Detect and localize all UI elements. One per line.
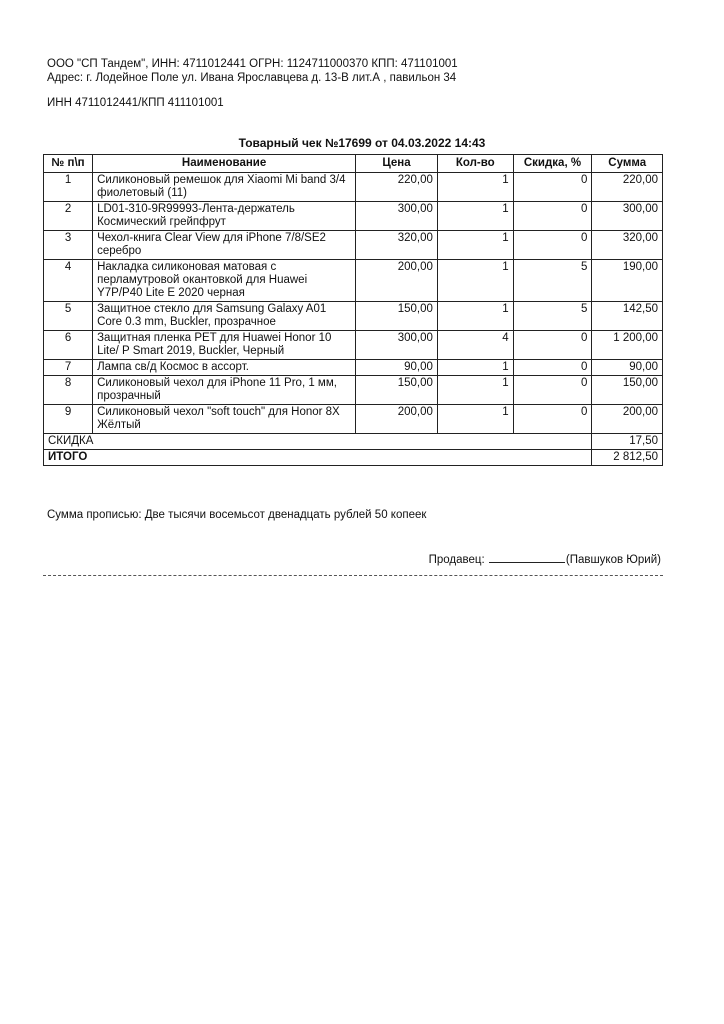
- col-header-qty: Кол-во: [437, 155, 513, 173]
- row-qty: 1: [437, 360, 513, 376]
- row-price: 150,00: [356, 302, 438, 331]
- row-qty: 4: [437, 331, 513, 360]
- col-header-no: № п\п: [44, 155, 93, 173]
- row-price: 320,00: [356, 231, 438, 260]
- row-discount: 5: [513, 260, 592, 302]
- table-row: [44, 405, 663, 434]
- row-number: 6: [44, 331, 93, 360]
- row-qty: 1: [437, 376, 513, 405]
- row-price: 200,00: [356, 260, 438, 302]
- row-price: 90,00: [356, 360, 438, 376]
- table-row: [44, 260, 663, 302]
- col-header-discount: Скидка, %: [513, 155, 592, 173]
- row-number: 5: [44, 302, 93, 331]
- row-number: 8: [44, 376, 93, 405]
- row-discount: 5: [513, 302, 592, 331]
- row-number: 4: [44, 260, 93, 302]
- row-qty: 1: [437, 260, 513, 302]
- row-name: Защитная пленка PET для Huawei Honor 10 Lite/ P Smart 2019, Buckler, Черный: [93, 331, 356, 360]
- row-sum: 300,00: [592, 202, 663, 231]
- row-sum: 1 200,00: [592, 331, 663, 360]
- row-sum: 200,00: [592, 405, 663, 434]
- seller-signature: [429, 550, 661, 566]
- col-header-price: Цена: [356, 155, 438, 173]
- table-row: [44, 202, 663, 231]
- row-qty: 1: [437, 231, 513, 260]
- table-row: [44, 173, 663, 202]
- row-name: Чехол-книга Clear View для iPhone 7/8/SE2 серебро: [93, 231, 356, 260]
- row-price: 300,00: [356, 202, 438, 231]
- row-name: Защитное стекло для Samsung Galaxy A01 Core 0.3 mm, Buckler, прозрачное: [93, 302, 356, 331]
- row-sum: 142,50: [592, 302, 663, 331]
- row-number: 9: [44, 405, 93, 434]
- row-name: Силиконовый ремешок для Xiaomi Mi band 3/4 фиолетовый (11): [93, 173, 356, 202]
- discount-value: 17,50: [592, 434, 663, 450]
- row-name: LD01-310-9R99993-Лента-держатель Космический грейпфрут: [93, 202, 356, 231]
- row-discount: 0: [513, 376, 592, 405]
- row-sum: 150,00: [592, 376, 663, 405]
- table-row: [44, 376, 663, 405]
- row-discount: 0: [513, 202, 592, 231]
- row-price: 220,00: [356, 173, 438, 202]
- row-sum: 320,00: [592, 231, 663, 260]
- row-discount: 0: [513, 231, 592, 260]
- row-number: 2: [44, 202, 93, 231]
- total-row: [44, 450, 663, 466]
- row-price: 150,00: [356, 376, 438, 405]
- table-row: [44, 360, 663, 376]
- discount-label: СКИДКА: [44, 434, 592, 450]
- row-discount: 0: [513, 405, 592, 434]
- row-qty: 1: [437, 405, 513, 434]
- cut-line: [43, 575, 663, 576]
- discount-row: [44, 434, 663, 450]
- total-value: 2 812,50: [592, 450, 663, 466]
- row-qty: 1: [437, 202, 513, 231]
- row-sum: 190,00: [592, 260, 663, 302]
- row-name: Силиконовый чехол "soft touch" для Honor 8X Жёлтый: [93, 405, 356, 434]
- row-discount: 0: [513, 173, 592, 202]
- table-header-row: [44, 155, 663, 173]
- col-header-sum: Сумма: [592, 155, 663, 173]
- amount-in-words: Сумма прописью: Две тысячи восемьсот двенадцать рублей 50 копеек: [47, 509, 427, 521]
- items-table: [43, 154, 663, 466]
- col-header-name: Наименование: [93, 155, 356, 173]
- row-price: 300,00: [356, 331, 438, 360]
- row-number: 3: [44, 231, 93, 260]
- row-name: Силиконовый чехол для iPhone 11 Pro, 1 мм, прозрачный: [93, 376, 356, 405]
- row-name: Накладка силиконовая матовая с перламутровой окантовкой для Huawei Y7P/P40 Lite E 2020 черная: [93, 260, 356, 302]
- company-line: ООО "СП Тандем", ИНН: 4711012441 ОГРН: 1124711000370 КПП: 471101001: [47, 58, 458, 70]
- row-qty: 1: [437, 302, 513, 331]
- table-row: [44, 331, 663, 360]
- address-line: Адрес: г. Лодейное Поле ул. Ивана Ярославцева д. 13-В лит.А , павильон 34: [47, 72, 457, 84]
- row-number: 1: [44, 173, 93, 202]
- table-row: [44, 231, 663, 260]
- seller-label: Продавец:: [428, 554, 485, 566]
- row-discount: 0: [513, 331, 592, 360]
- signature-line: [489, 550, 565, 563]
- receipt-title: Товарный чек №17699 от 04.03.2022 14:43: [238, 136, 486, 150]
- seller-name: (Павшуков Юрий): [565, 554, 661, 566]
- row-sum: 90,00: [592, 360, 663, 376]
- row-name: Лампа св/д Космос в ассорт.: [93, 360, 356, 376]
- table-row: [44, 302, 663, 331]
- row-price: 200,00: [356, 405, 438, 434]
- row-sum: 220,00: [592, 173, 663, 202]
- row-discount: 0: [513, 360, 592, 376]
- row-qty: 1: [437, 173, 513, 202]
- total-label: ИТОГО: [44, 450, 592, 466]
- row-number: 7: [44, 360, 93, 376]
- company-header: [47, 57, 458, 85]
- inn-kpp-line: ИНН 4711012441/КПП 411101001: [47, 97, 224, 109]
